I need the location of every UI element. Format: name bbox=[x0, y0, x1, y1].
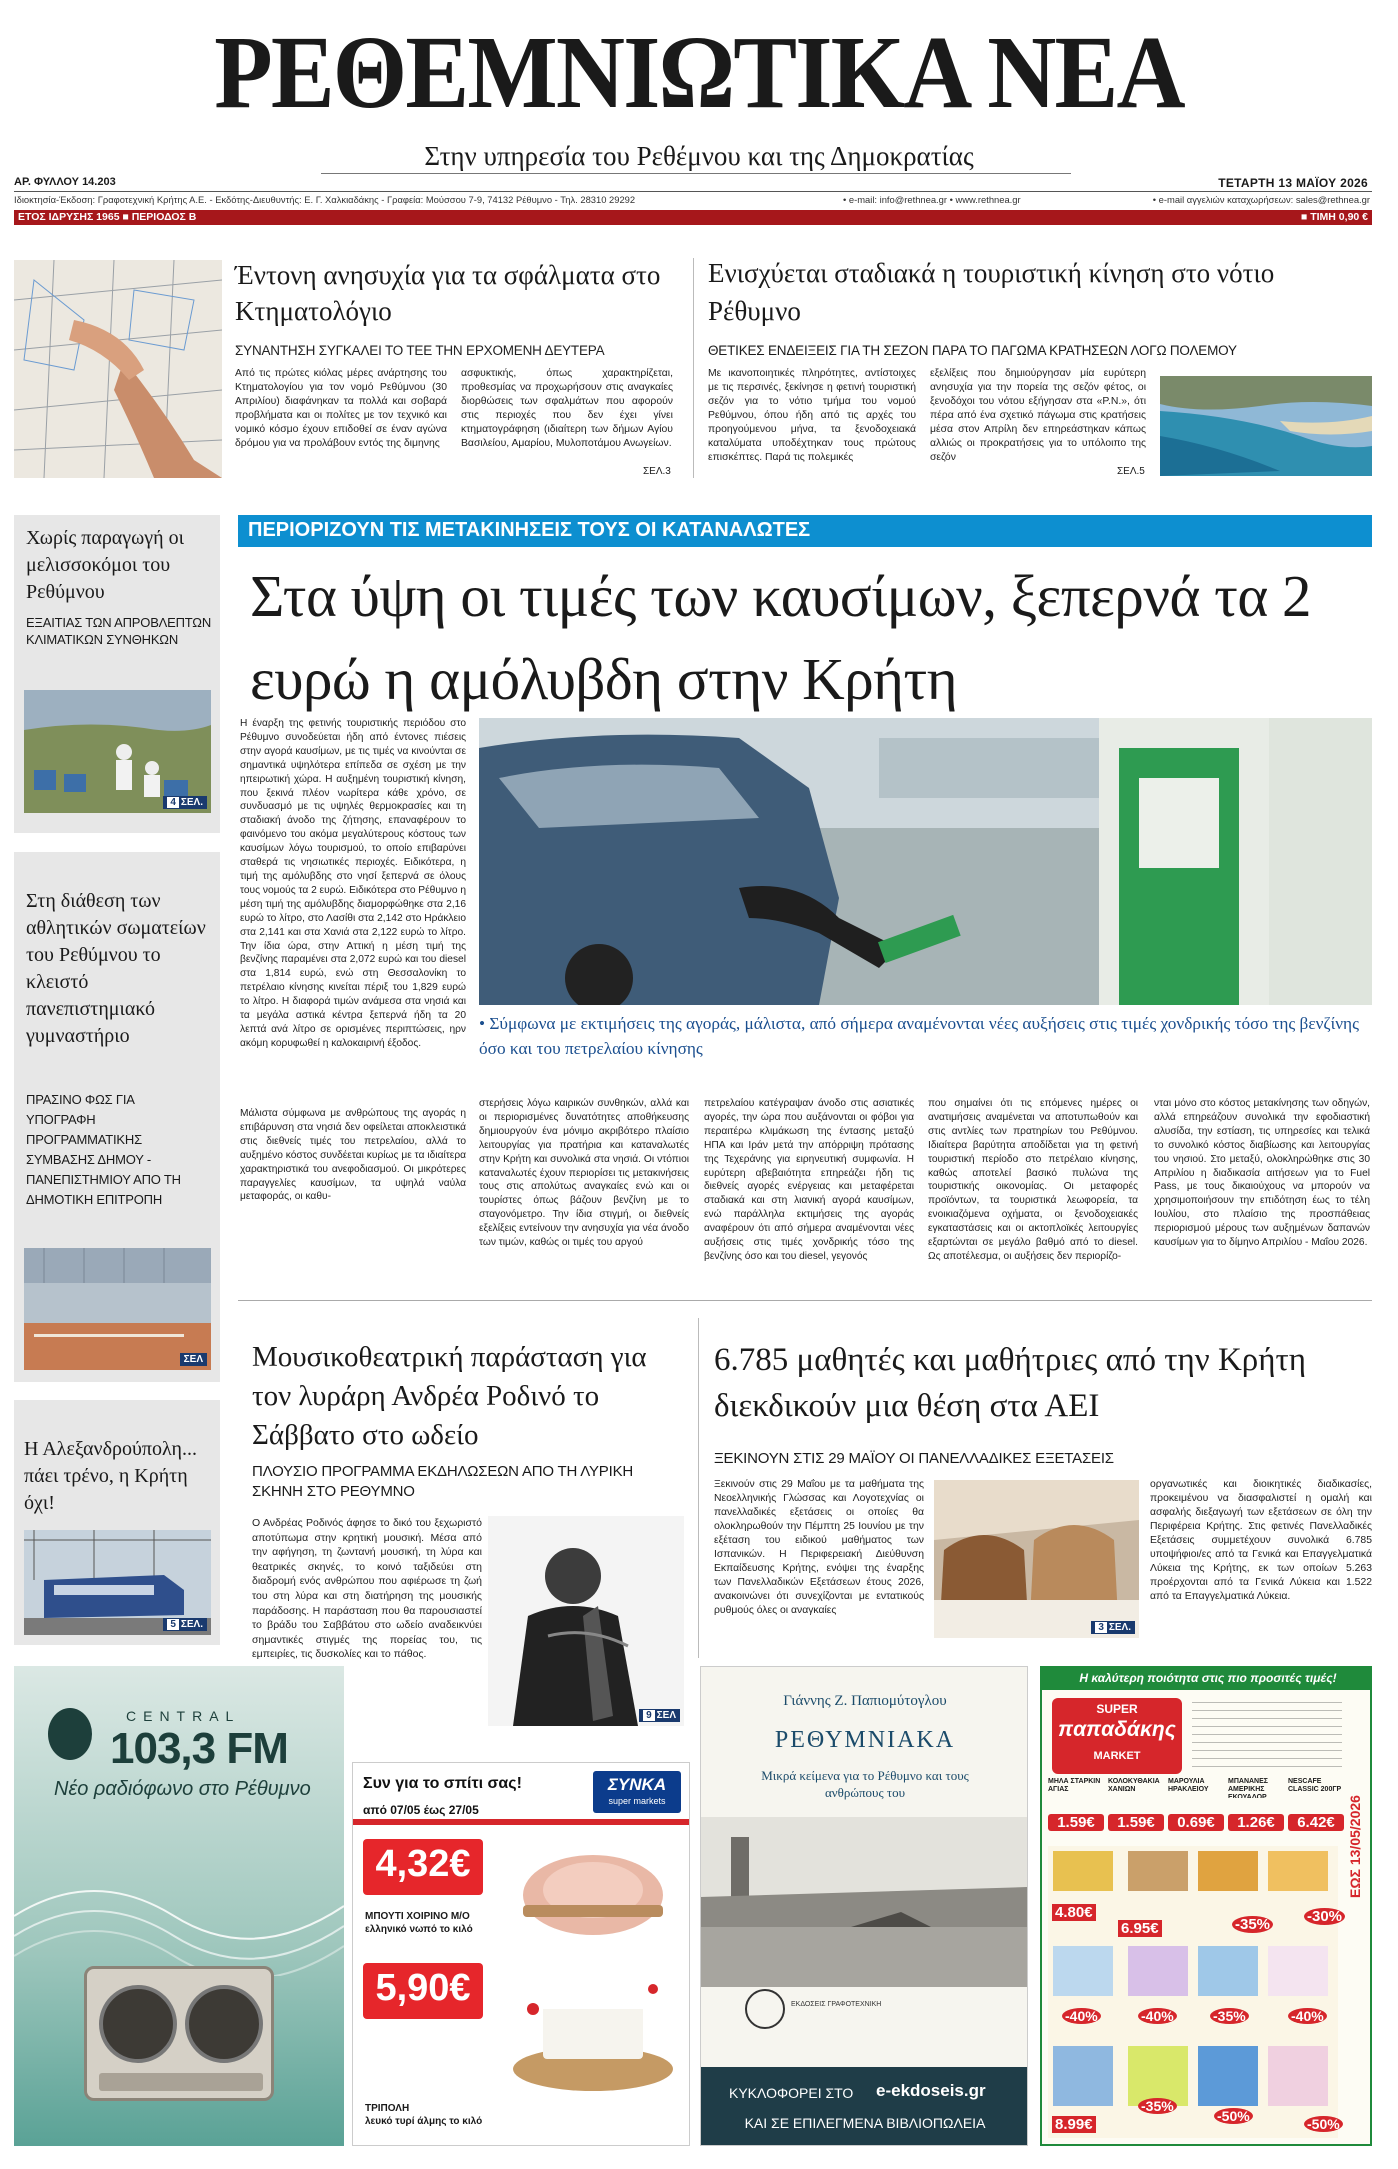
papadakis-deal-3: -35% bbox=[1232, 1916, 1273, 1933]
radio-brand: CENTRAL bbox=[126, 1708, 241, 1724]
lead-col-1: Μάλιστα σύμφωνα με ανθρώπους της αγοράς η επιβάρυνση στα νησιά δεν οφείλεται αποκλειστικά στις διεθνείς τιμές του πετρελαίου, αλλά το αυξημένο κόστος συνδέεται κυρίως με τα ιδιαίτερα χαρακτηριστικά του ανεφοδιασμού. Οι μικρότερες παραγγελίες καυσίμων, τα υψηλά ναύλα μεταφοράς, οι καθυ- bbox=[240, 1108, 466, 1203]
train-photo bbox=[24, 1530, 211, 1635]
synka-price1: 4,32€ bbox=[375, 1843, 471, 1885]
papadakis-deal-2: 6.95€ bbox=[1118, 1920, 1162, 1937]
papadakis-deal-5: -40% bbox=[1062, 2008, 1101, 2024]
top-divider bbox=[693, 258, 694, 478]
students-col1: Ξεκινούν στις 29 Μαΐου με τα μαθήματα της Νεοελληνικής Γλώσσας και Λογοτεχνίας οι πανελλαδικές εξετάσεις οι οποίες θα ολοκληρωθούν την Πέμπτη 25 Ιουνίου με την εξέταση του ειδικού μαθήματος των Ισπανικών. Η Περιφερειακή Διεύθυνση Εκπαίδευσης Κρήτης, ενόψει της έναρξης των Πανελλαδικών Εξετάσεων έτους 2026, ανακοινώνει ότι συνεχίζονται με εντατικούς ρυθμούς όλες οι αναγκαίες bbox=[714, 1479, 924, 1616]
item-price: 6.42€ bbox=[1288, 1814, 1344, 1831]
sidebar-2-sub: ΠΡΑΣΙΝΟ ΦΩΣ ΓΙΑ ΥΠΟΓΡΑΦΗ ΠΡΟΓΡΑΜΜΑΤΙΚΗΣ ΣΥΜΒΑΣΗΣ ΔΗΜΟΥ - ΠΑΝΕΠΙΣΤΗΜΙΟΥ ΑΠΟ ΤΗ ΔΗΜΟΤΙΚΗ ΕΠΙΤΡΟΠΗ bbox=[26, 1092, 181, 1207]
lead-photo-caption: • Σύμφωνα με εκτιμήσεις της αγοράς, μάλιστα, από σήμερα αναμένονται νέες αυξήσεις στις τιμές χονδρικής τόσο της βενζίνης όσο και του πετρελαίου κίνησης bbox=[479, 1014, 1359, 1058]
cadastre-map-photo bbox=[14, 260, 222, 478]
slogan-rule bbox=[321, 173, 1071, 174]
contact-email[interactable]: • e-mail: info@rethnea.gr • www.rethnea.gr bbox=[843, 194, 1021, 205]
top-right-col1: Με ικανοποιητικές πληρότητες, αντίστοιχες με τις περσινές, ξεκίνησε η φετινή τουριστική σεζόν για το νότιο τμήμα του νομού Ρεθύμνου, όπου ήδη από τις αρχές του προηγούμενου μήνα, τα ξενοδοχειακά καταλύματα υποδέχτηκαν τους πρώτους επισκέπτες. Παρά τις πολεμικές bbox=[708, 368, 916, 463]
lyra-player-illustration bbox=[488, 1516, 684, 1726]
students-headline[interactable]: 6.785 μαθητές και μαθήτριες από την Κρήτη διεκδικούν μια θέση στα ΑΕΙ bbox=[714, 1342, 1307, 1424]
mid-divider bbox=[698, 1318, 699, 1658]
sidebar-1-page-num: 4 bbox=[167, 797, 179, 808]
students-pageref[interactable] bbox=[1091, 1621, 1135, 1634]
book-also: ΚΑΙ ΣΕ ΕΠΙΛΕΓΜΕΝΑ ΒΙΒΛΙΟΠΩΛΕΙΑ bbox=[744, 2115, 986, 2131]
item-name: ΜΗΛΑ ΣΤΑΡΚΙΝ ΑΓΙΑΣ bbox=[1048, 1778, 1101, 1793]
students-kicker: ΞΕΚΙΝΟΥΝ ΣΤΙΣ 29 ΜΑΪΟΥ ΟΙ ΠΑΝΕΛΛΑΔΙΚΕΣ ΕΞΕΤΑΣΕΙΣ bbox=[714, 1450, 1114, 1467]
gym-illustration bbox=[24, 1248, 211, 1370]
lead-banner-text: ΠΕΡΙΟΡΙΖΟΥΝ ΤΙΣ ΜΕΤΑΚΙΝΗΣΕΙΣ ΤΟΥΣ ΟΙ ΚΑΤΑΝΑΛΩΤΕΣ bbox=[248, 519, 811, 541]
synka-item2-sub: λευκό τυρί άλμης το κιλό bbox=[365, 2116, 483, 2127]
synka-red-band bbox=[353, 1819, 690, 1825]
papadakis-item[interactable] bbox=[1288, 1778, 1344, 1838]
papadakis-ad[interactable] bbox=[1040, 1666, 1372, 2146]
price-label: ■ ΤΙΜΗ 0,90 € bbox=[1300, 211, 1368, 223]
sidebar-1-sub: ΕΞΑΙΤΙΑΣ ΤΩΝ ΑΠΡΟΒΛΕΠΤΩΝ ΚΛΙΜΑΤΙΚΩΝ ΣΥΝΘΗΚΩΝ bbox=[26, 615, 212, 647]
publisher-line: Ιδιοκτησία-Έκδοση: Γραφοτεχνική Κρήτης Α.Ε. - Εκδότης-Διευθυντής: Ε. Γ. Χαλκιαδάκης - Γραφεία: Μούσσου 7-9, 74132 Ρέθυμνο - Τηλ. 28310 29292 bbox=[14, 194, 636, 205]
papadakis-products-grid bbox=[1048, 1846, 1338, 2138]
sidebar-2-pageref[interactable] bbox=[180, 1353, 207, 1366]
book-shop-link[interactable]: e-ekdoseis.gr bbox=[876, 2081, 986, 2100]
lead-col-4: που σημαίνει ότι τις επόμενες ημέρες οι ανατιμήσεις αναμένεται να αποτυπωθούν και στις αντλίες των πρατηρίων του Ρεθύμνου. Ιδιαίτερα βαρύτητα αποδίδεται για τη φετινή τουριστική περίοδο στο πετρέλαιο κίνησης, καθώς αποτελεί βασικό πυλώνα της τουριστικής οικονομίας. Οι μεταφορές προϊόντων, τα τουριστικά λεωφορεία, τα ενοικιαζόμενα οχήματα, οι ξενοδοχειακές εγκαταστάσεις και οι ακτοπλοϊκές λειτουργίες εξαρτώνται σε μεγάλο βαθμό από το diesel. Ως αποτέλεσμα, οι αυξήσεις δεν περιορίζο- bbox=[928, 1098, 1138, 1262]
lead-col-5: νται μόνο στο κόστος μετακίνησης των οδηγών, αλλά επηρεάζουν συνολικά την εφοδιαστική αλυσίδα, την εστίαση, τις υπηρεσίες και τελικά το συνολικό κόστος διαβίωσης και λειτουργίας του νησιού. Στο μεταξύ, ολοκληρώθηκε στις 30 Απριλίου η διαδικασία αιτήσεων για το Fuel Pass, με τους δικαιούχους να μπορούν να χρησιμοποιήσουν την επιδότηση έως το τέλη Ιουλίου, στο πλαίσιο της προσπάθειας περιορισμού μέρους των αυξημένων δαπανών καυσίμων για το δίμηνο Απριλίου - Μαΐου 2026. bbox=[1154, 1098, 1370, 1249]
papadakis-deal-1: 4.80€ bbox=[1052, 1904, 1096, 1921]
radio-frequency: 103,3 FM bbox=[110, 1724, 288, 1773]
book-footer bbox=[701, 2067, 1028, 2146]
sidebar-1-pageref[interactable] bbox=[163, 796, 207, 809]
lyra-player-photo bbox=[488, 1516, 684, 1726]
synka-item2: ΤΡΙΠΟΛΗ bbox=[365, 2103, 410, 2114]
sidebar-3-page-label: ΣΕΛ. bbox=[180, 1619, 203, 1630]
music-page-label: ΣΕΛ bbox=[656, 1710, 676, 1721]
book-subtitle: Μικρά κείμενα για το Ρέθυμνο και τους ανθρώπους του bbox=[761, 1768, 969, 1800]
top-right-ref[interactable]: ΣΕΛ.5 bbox=[1117, 466, 1145, 477]
papadakis-brand-2: παπαδάκης bbox=[1058, 1718, 1176, 1741]
beekeepers-illustration bbox=[24, 690, 211, 813]
papadakis-deal-10: -50% bbox=[1214, 2108, 1253, 2124]
top-left-col2: ασφυκτικής, όπως χαρακτηρίζεται, προθεσμίας να προχωρήσουν στις αναγκαίες διορθώσεις των σφαλμάτων που αφορούν στις περιοχές που δεν έχει γίνει κτηματογράφηση (ιδιαίτερη των δήμων Αγίου Βασιλείου, Αμαρίου, Μυλοποτάμου Ανωγείων. bbox=[461, 368, 673, 449]
papadakis-products-illustration bbox=[1048, 1846, 1338, 2138]
papadakis-deal-4: -30% bbox=[1304, 1908, 1345, 1925]
sidebar-3-page-num: 5 bbox=[167, 1619, 179, 1630]
beekeepers-photo bbox=[24, 690, 211, 813]
masthead bbox=[0, 0, 1398, 225]
map-illustration bbox=[14, 260, 222, 478]
papadakis-side-date: ΕΩΣ 13/05/2026 bbox=[1347, 1795, 1363, 1898]
synka-dates: από 07/05 έως 27/05 bbox=[363, 1803, 479, 1817]
lead-headline[interactable]: Στα ύψη οι τιμές των καυσίμων, ξεπερνά τα 2 ευρώ η αμόλυβδη στην Κρήτη bbox=[250, 563, 1312, 712]
students-page-label: ΣΕΛ. bbox=[1108, 1622, 1131, 1633]
papadakis-deal-9: -35% bbox=[1138, 2098, 1177, 2114]
music-page-num: 9 bbox=[643, 1710, 655, 1721]
gym-photo bbox=[24, 1248, 211, 1370]
fuel-pump-illustration bbox=[479, 718, 1372, 1005]
synka-logo: ΣΥΝΚΑ bbox=[607, 1775, 667, 1794]
radio-logo-circle bbox=[48, 1708, 92, 1760]
lead-bottom-rule bbox=[238, 1300, 1372, 1301]
radio-tagline: Νέο ραδιόφωνο στο Ρέθυμνο bbox=[54, 1778, 311, 1800]
top-left-headline[interactable]: Έντονη ανησυχία για τα σφάλματα στο Κτηματολόγιο bbox=[235, 260, 661, 326]
sidebar-1-title[interactable]: Χωρίς παραγωγή οι μελισσοκόμοι του Ρεθύμνου bbox=[26, 527, 184, 603]
beach-illustration bbox=[1160, 376, 1372, 476]
papadakis-store-list bbox=[1192, 1702, 1342, 1770]
sidebar-2-title[interactable]: Στη διάθεση των αθλητικών σωματείων του Ρεθύμνου το κλειστό πανεπιστημιακό γυμναστήριο bbox=[26, 890, 206, 1047]
issue-number: ΑΡ. ΦΥΛΛΟΥ 14.203 bbox=[14, 176, 116, 188]
top-left-col1: Από τις πρώτες κιόλας μέρες ανάρτησης του Κτηματολογίου για τον νομό Ρεθύμνου (30 Απριλίου) διαφάνηκαν τα πολλά και σοβαρά προβλήματα και οι πολίτες με τον τεχνικό και νομικό κόσμο έχουν επιδοθεί σε έναν αγώνα δρόμου για να προλάβουν εντός της διμηνης bbox=[235, 368, 447, 449]
top-left-kicker: ΣΥΝΑΝΤΗΣΗ ΣΥΓΚΑΛΕΙ ΤΟ ΤΕΕ ΤΗΝ ΕΡΧΟΜΕΝΗ ΔΕΥΤΕΡΑ bbox=[235, 343, 605, 358]
book-publisher-logo bbox=[745, 1989, 785, 2029]
top-right-kicker: ΘΕΤΙΚΕΣ ΕΝΔΕΙΞΕΙΣ ΓΙΑ ΤΗ ΣΕΖΟΝ ΠΑΡΑ ΤΟ ΠΑΓΩΜΑ ΚΡΑΤΗΣΕΩΝ ΛΟΓΩ ΠΟΛΕΜΟΥ bbox=[708, 343, 1237, 358]
sidebar-2-page-label: ΣΕΛ bbox=[183, 1354, 203, 1365]
papadakis-item[interactable] bbox=[1048, 1778, 1104, 1838]
lead-col-3: πετρελαίου κατέγραψαν άνοδο στις ασιατικές αγορές, την ώρα που αυξάνονται οι φόβοι για περαιτέρω κλιμάκωση της έντασης μεταξύ ΗΠΑ και Ιράν μετά την απόρριψη πρότασης της Τεχεράνης για ειρηνευτική συμφωνία. Η ευρύτερη αβεβαιότητα επηρεάζει ήδη τις διεθνείς αγορές ενέργειας και μεταφέρεται σταδιακά και στη λιανική αγορά καυσίμων, ενώ παράλληλα εκτιμήσεις της αγοράς αναφέρουν ότι από σήμερα αναμένονται νέες αυξήσεις στις τιμές χονδρικής τόσο της βενζίνης όσο και του diesel, γεγονός bbox=[704, 1098, 914, 1262]
papadakis-deal-8: -40% bbox=[1288, 2008, 1327, 2024]
papadakis-brand-1: SUPER bbox=[1096, 1702, 1138, 1716]
students-exam-photo bbox=[934, 1480, 1139, 1638]
book-publisher: ΕΚΔΟΣΕΙΣ ΓΡΑΦΟΤΕΧΝΙΚΗ bbox=[791, 2001, 882, 2008]
papadakis-brand-3: MARKET bbox=[1093, 1750, 1141, 1762]
fuel-pump-photo bbox=[479, 718, 1372, 1005]
lead-intro: Η έναρξη της φετινής τουριστικής περιόδου στο Ρέθυμνο συνοδεύεται ήδη από έντονες πιέσεις στην αγορά καυσίμων, με τις τιμές να κινούνται σε σημαντικά υψηλότερα επίπεδα σε σχέση με την ηπειρωτική χώρα. Η αυξημένη τουριστική κίνηση, που ξεκινά πλέον νωρίτερα κάθε χρόνο, σε συνδυασμό με τις υψηλές θερμοκρασίες και τη σταδιακή άνοδο της ζήτησης, επαναφέρουν το φαινόμενο του ακόμα μεγαλύτερους κόστους των καυσίμων λόγω τουρισμού, το οποίο επιβαρύνει σταθερά τις νησιωτικές περιοχές. Ειδικότερα, η τιμή της αμόλυβδης στο νησί ξεπερνά σε όλους τους νομούς τα 2 ευρώ. Ειδικότερα στο Ρέθυμνο η μέση τιμή της αμόλυβδης διαμορφώθηκε στα 2,16 ευρώ το λίτρο, στο Λασίθι στα 2,142 στο Ηράκλειο στα 2,141 και στα Χανιά στα 2,122 ευρώ το λίτρο. Την ίδια ώρα, στην Αττική η μέση τιμή της βενζίνης παραμένει στα 2,072 ευρώ και του diesel στα 1,814 ευρώ, ενώ στη Θεσσαλονίκη το πετρέλαιο κίνησης κινείται πέριξ του 1,829 ευρώ το λίτρο. Η διαφορά τιμών ανάμεσα στα νησιά και τα μεγάλα αστικά κέντρα ξεπερνά ήδη τα 20 λεπτά ανά λίτρο σε ορισμένες περιπτώσεις, ηρν ακόμη κορυφωθεί η καλοκαιρινή έξοδος. bbox=[240, 718, 466, 1049]
sidebar-3-title[interactable]: Η Αλεξανδρούπολη... πάει τρένο, η Κρήτη όχι! bbox=[24, 1438, 197, 1514]
papadakis-header: Η καλύτερη ποιότητα στις πιο προσιτές τιμές! bbox=[1079, 1671, 1337, 1685]
issue-date: ΤΕΤΑΡΤΗ 13 ΜΑΪΟΥ 2026 bbox=[1218, 176, 1368, 190]
synka-logo-sub: super markets bbox=[608, 1796, 666, 1806]
book-available: ΚΥΚΛΟΦΟΡΕΙ ΣΤΟ bbox=[729, 2085, 854, 2101]
old-harbor-photo bbox=[701, 1817, 1028, 1987]
item-price: 0.69€ bbox=[1168, 1814, 1224, 1831]
sidebar-1-page-label: ΣΕΛ. bbox=[180, 797, 203, 808]
synka-title: Συν για το σπίτι σας! bbox=[363, 1775, 522, 1792]
papadakis-deal-11: 8.99€ bbox=[1052, 2116, 1096, 2133]
south-rethymno-beach-photo bbox=[1160, 376, 1372, 476]
music-kicker: ΠΛΟΥΣΙΟ ΠΡΟΓΡΑΜΜΑ ΕΚΔΗΛΩΣΕΩΝ ΑΠΟ ΤΗ ΛΥΡΙΚΗ ΣΚΗΝΗ ΣΤΟ ΡΕΘΥΜΝΟ bbox=[252, 1463, 634, 1500]
ads-email[interactable]: • e-mail αγγελιών καταχωρήσεων: sales@rethnea.gr bbox=[1152, 194, 1370, 205]
item-name: ΜΠΑΝΑΝΕΣ ΑΜΕΡΙΚΗΣ ΕΚΟΥΑΔΟΡ bbox=[1228, 1778, 1268, 1798]
music-pageref[interactable] bbox=[639, 1709, 680, 1722]
pork-leg-image bbox=[503, 1835, 683, 1945]
feta-cheese-image bbox=[503, 1959, 683, 2109]
music-text: Ο Ανδρέας Ροδινός άφησε το δικό του ξεχωριστό αποτύπωμα στην κρητική μουσική. Μέσα από την αφήγηση, τη ζωντανή μουσική, τη λύρα και θεατρικές σκηνές, το κοινό ταξιδεύει στη διαδρομή ενός ανθρώπου που αφιέρωσε τη ζωή του στη λύρα και στη διατήρηση της μουσικής παράδοσης. Η παράσταση που θα παρουσιαστεί το βράδυ του Σαββάτου στο ωδείο αναδεικνύει σημαντικές στιγμές της πορείας του, τις εμπειρίες, τις δυσκολίες και το πάθος. bbox=[252, 1517, 482, 1661]
item-price: 1.26€ bbox=[1228, 1814, 1284, 1831]
item-name: ΜΑΡΟΥΛΙΑ ΗΡΑΚΛΕΙΟΥ bbox=[1168, 1778, 1209, 1793]
item-price: 1.59€ bbox=[1108, 1814, 1164, 1831]
music-headline[interactable]: Μουσικοθεατρική παράσταση για τον λυράρη Ανδρέα Ροδινό το Σάββατο στο ωδείο bbox=[252, 1341, 647, 1451]
papadakis-deal-12: -50% bbox=[1304, 2116, 1343, 2132]
sidebar-3-pageref[interactable] bbox=[163, 1618, 207, 1631]
students-col2: οργανωτικές και διοικητικές διαδικασίες, προκειμένου να διασφαλιστεί η ομαλή και ασφαλής διεξαγωγή των εξετάσεων σε όλη την Περιφέρεια Κρήτης. Στις φετινές Πανελλαδικές Εξετάσεις συμμετέχουν συνολικά 6.785 υποψήφιοι/ες από τα Γενικά και Επαγγελματικά Λύκεια της Κρήτης, εκ των οποίων 5.263 προέρχονται από τα Γενικά Λύκεια και 1.522 από τα Επαγγελματικά Λύκεια. bbox=[1150, 1479, 1372, 1602]
book-title: ΡΕΘΥΜΝΙΑΚΑ bbox=[774, 1727, 956, 1753]
top-right-headline[interactable]: Ενισχύεται σταδιακά η τουριστική κίνηση στο νότιο Ρέθυμνο bbox=[708, 258, 1275, 326]
founded-label: ΕΤΟΣ ΙΔΡΥΣΗΣ 1965 ■ ΠΕΡΙΟΔΟΣ Β bbox=[18, 211, 197, 223]
students-exam-illustration bbox=[934, 1480, 1139, 1638]
papadakis-item[interactable] bbox=[1228, 1778, 1284, 1838]
papadakis-items bbox=[1048, 1778, 1344, 1838]
red-strip bbox=[14, 210, 1372, 225]
item-price: 1.59€ bbox=[1048, 1814, 1104, 1831]
item-name: NESCAFE CLASSIC 200ΓΡ bbox=[1288, 1778, 1342, 1793]
info-rule bbox=[14, 191, 1372, 192]
synka-item1-sub: ελληνικό νωπό το κιλό bbox=[365, 1924, 473, 1935]
masthead-title: ΡΕΘΕΜΝΙΩΤΙΚΑ ΝΕΑ bbox=[214, 15, 1184, 130]
students-page-num: 3 bbox=[1095, 1622, 1107, 1633]
top-left-ref[interactable]: ΣΕΛ.3 bbox=[643, 466, 671, 477]
papadakis-item[interactable] bbox=[1168, 1778, 1224, 1838]
radio-ad[interactable] bbox=[14, 1666, 344, 2146]
synka-ad[interactable] bbox=[352, 1762, 690, 2146]
radio-waves bbox=[14, 1826, 344, 1976]
synka-item1: ΜΠΟΥΤΙ ΧΟΙΡΙΝΟ Μ/Ο bbox=[365, 1911, 470, 1922]
top-right-col2: εξελίξεις που δημιούργησαν μία ευρύτερη ανησυχία για την πορεία της σεζόν φέτος, οι ξενοδόχοι του νότου εξήγησαν στα «Ρ.Ν.», ότι πέρα από ένα σχετικό πάγωμα στις κρατήσεις μέσα στον Απρίλη δεν επηρεάστηκαν κάπως αλλιώς οι προκρατήσεις για το υπόλοιπο της σεζόν bbox=[930, 368, 1146, 463]
lead-col-2: στερήσεις λόγω καιρικών συνθηκών, αλλά και οι περιορισμένες δυνατότητες αποθήκευσης δημιουργούν ένα μόνιμο ακριβότερο πλαίσιο λειτουργίας για πρατήρια και καταναλωτές στην Κρήτη και συνολικά στα νησιά. Οι ντόπιοι καταναλωτές έχουν περιορίσει τις μετακινήσεις τους στις απολύτως αναγκαίες ενώ και οι τουρίστες όπως βάζουν βενζίνη με το σταγονόμετρο. Την ίδια στιγμή, οι διεθνείς εξελίξεις εντείνουν την ανησυχία για νέα άνοδο των τιμών, καθώς οι τιμές του αργού bbox=[479, 1098, 689, 1249]
papadakis-item[interactable] bbox=[1108, 1778, 1164, 1838]
book-ad[interactable] bbox=[700, 1666, 1028, 2146]
item-name: ΚΟΛΟΚΥΘΑΚΙΑ ΧΑΝΙΩΝ bbox=[1108, 1778, 1160, 1793]
book-author: Γιάννης Ζ. Παπιομύτογλου bbox=[783, 1693, 947, 1709]
radio-device bbox=[84, 1966, 274, 2101]
masthead-slogan: Στην υπηρεσία του Ρεθέμνου και της Δημοκρατίας bbox=[424, 141, 974, 171]
synka-price2: 5,90€ bbox=[375, 1967, 471, 2009]
papadakis-deal-7: -35% bbox=[1210, 2008, 1249, 2024]
papadakis-deal-6: -40% bbox=[1138, 2008, 1177, 2024]
